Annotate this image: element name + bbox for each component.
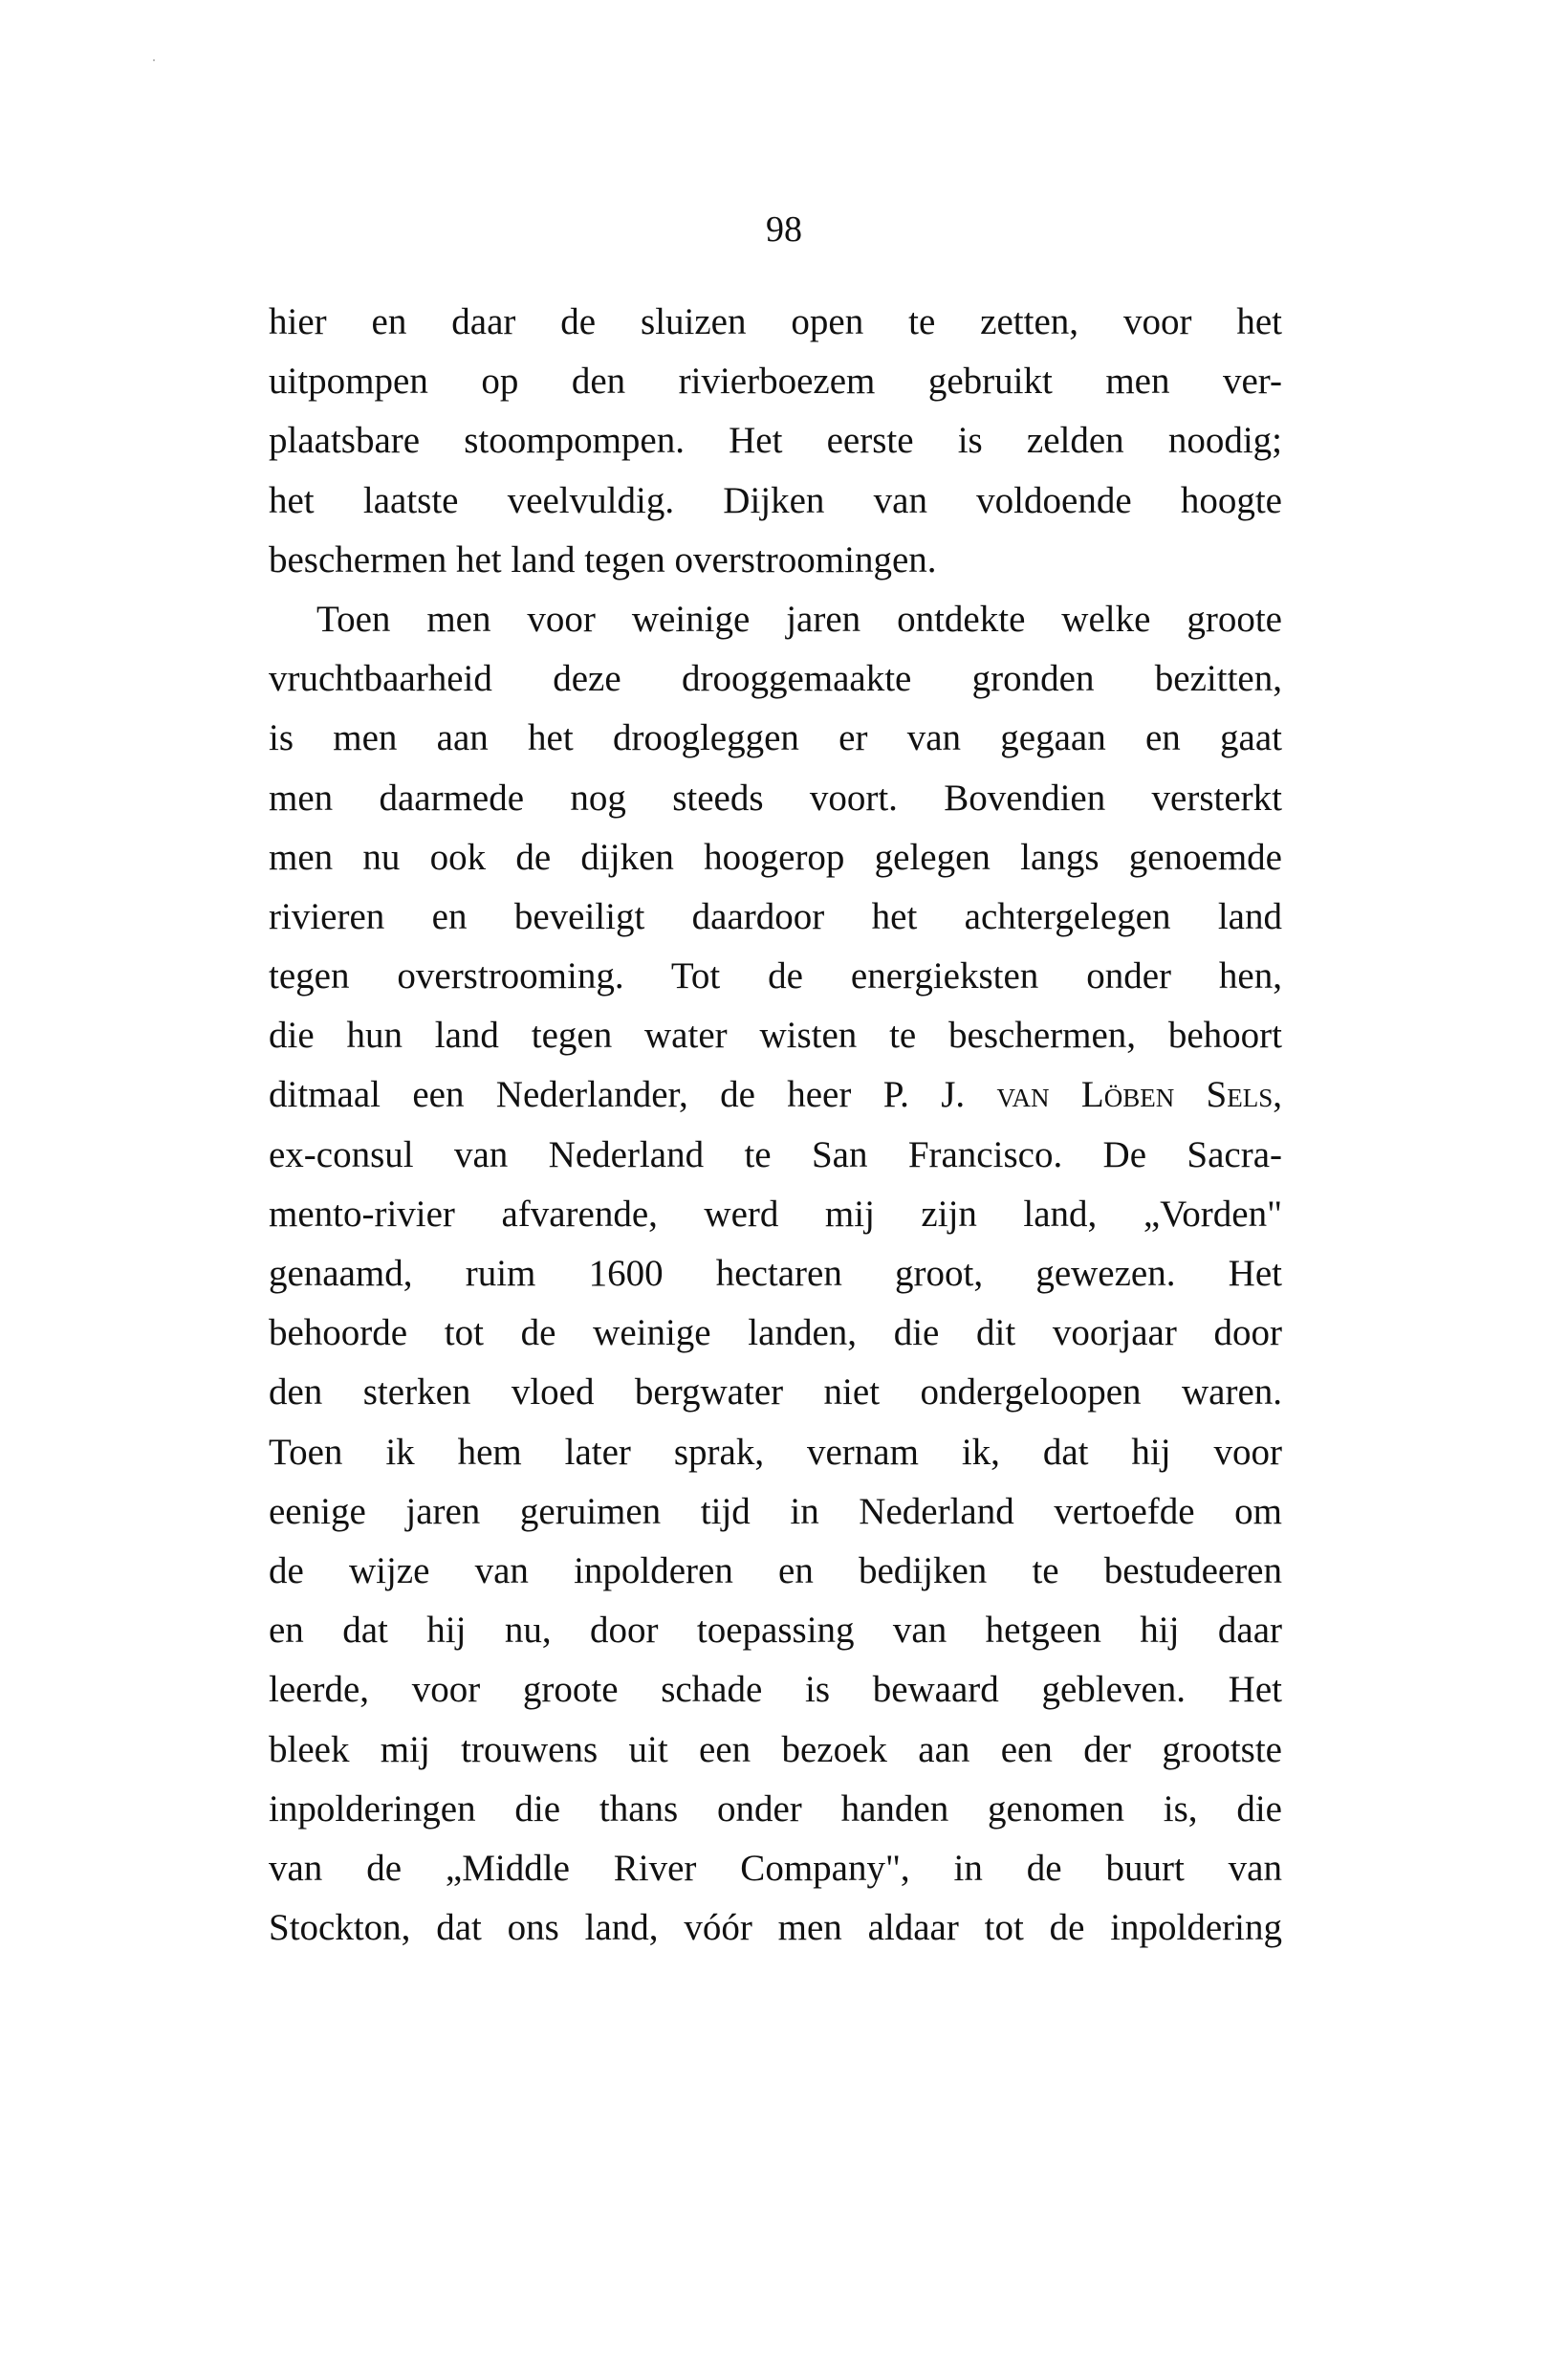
text-line: inpolderingen die thans onder handen genomen is, die — [269, 1787, 1282, 1830]
text-line: Toen ik hem later sprak, vernam ik, dat hij voor — [269, 1431, 1282, 1473]
body-text — [269, 293, 1282, 1958]
text-line: leerde, voor groote schade is bewaard gebleven. Het — [269, 1669, 1282, 1711]
text-line: en dat hij nu, door toepassing van hetgeen hij daar — [269, 1610, 1282, 1652]
text-line: rivieren en beveiligt daardoor het achtergelegen land — [269, 895, 1282, 937]
page-number: 98 — [766, 209, 802, 250]
text-line: genaamd, ruim 1600 hectaren groot, gewezen. Het — [269, 1253, 1282, 1294]
text-line: ex-consul van Nederland te San Francisco. De Sacra- — [269, 1133, 1282, 1175]
text-line: behoorde tot de weinige landen, die dit voorjaar door — [269, 1312, 1282, 1354]
text-line: plaatsbare stoompompen. Het eerste is zelden noodig; — [269, 420, 1282, 462]
text-line — [269, 1065, 1282, 1125]
scan-speck — [153, 59, 155, 61]
text-line: vruchtbaarheid deze drooggemaakte gronden bezitten, — [269, 658, 1282, 700]
text-line-start: ditmaal een Nederlander, de heer P. J. — [269, 1074, 997, 1116]
text-line: is men aan het droogleggen er van gegaan en gaat — [269, 717, 1282, 759]
text-line: eenige jaren geruimen tijd in Nederland vertoefde om — [269, 1490, 1282, 1532]
text-line: van de „Middle River Company", in de buurt van — [269, 1847, 1282, 1889]
text-line: die hun land tegen water wisten te beschermen, behoort — [269, 1015, 1282, 1057]
text-line: Toen men voor weinige jaren ontdekte welke groote — [316, 598, 1282, 640]
text-line: hier en daar de sluizen open te zetten, voor het — [269, 301, 1282, 342]
text-line: mento-rivier afvarende, werd mij zijn land, „Vorden" — [269, 1193, 1282, 1235]
text-line: uitpompen op den rivierboezem gebruikt men ver- — [269, 361, 1282, 403]
text-line: Stockton, dat ons land, vóór men aldaar tot de inpoldering — [269, 1907, 1282, 1949]
text-line: beschermen het land tegen overstroomingen. — [269, 538, 937, 581]
text-line: het laatste veelvuldig. Dijken van voldoende hoogte — [269, 479, 1282, 521]
text-line: men nu ook de dijken hoogerop gelegen langs genoemde — [269, 836, 1282, 878]
text-line: bleek mij trouwens uit een bezoek aan een der grootste — [269, 1728, 1282, 1770]
text-line: tegen overstrooming. Tot de energieksten onder hen, — [269, 955, 1282, 997]
text-line: den sterken vloed bergwater niet ondergeloopen waren. — [269, 1371, 1282, 1414]
text-line: de wijze van inpolderen en bedijken te bestudeeren — [269, 1549, 1282, 1591]
text-line: men daarmede nog steeds voort. Bovendien versterkt — [269, 777, 1282, 819]
person-name-small-caps: van Löben Sels, — [996, 1074, 1283, 1116]
